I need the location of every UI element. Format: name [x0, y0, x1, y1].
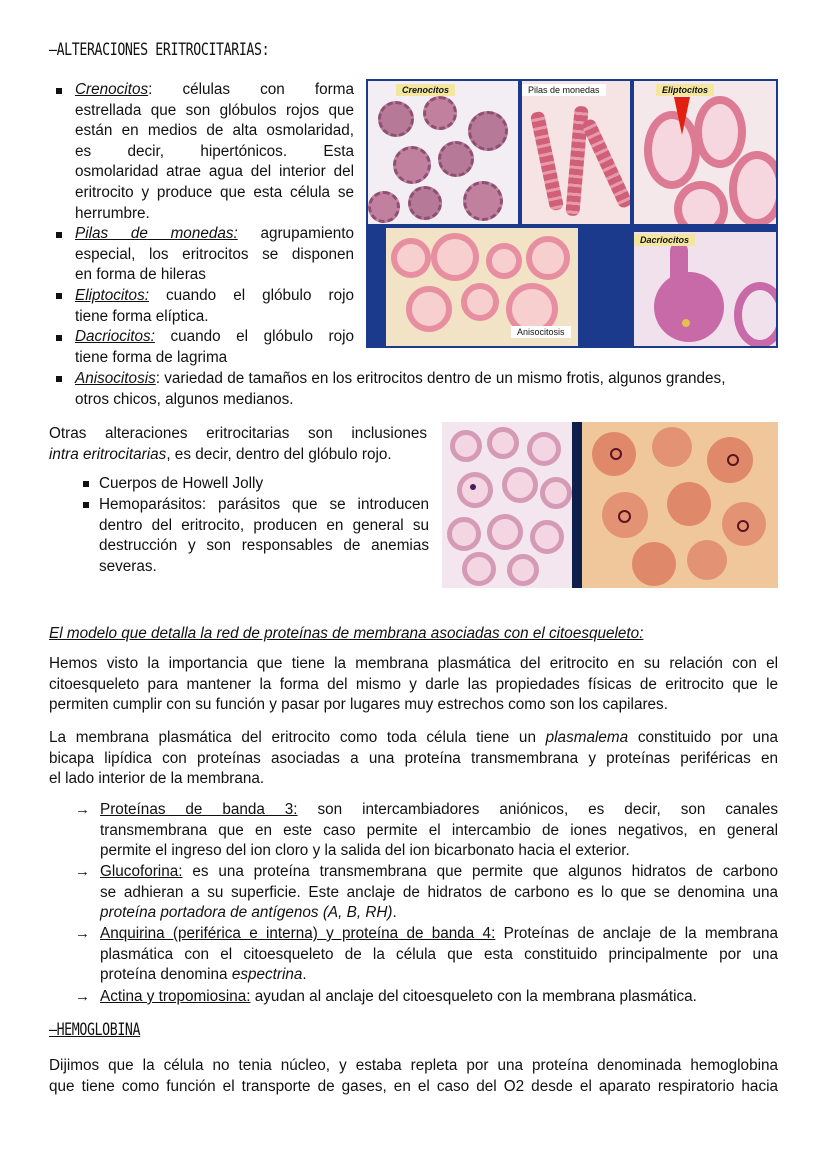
label-pilas: Pilas de monedas: [522, 84, 606, 96]
eliptocitos-item: Eliptocitos: cuando el glóbulo rojo tiene forma elíptica.: [75, 287, 354, 325]
arrow-actina: →: [75, 988, 90, 1005]
membrane-para-1: Hemos visto la importancia que tiene la membrana plasmática del eritrocito en su relación con el citoesqueleto para mantener la forma del mismo y darle las propiedades físicas de eritrocito que le permiten cumplir con su función y pasar por lugares muy estrechos como son los capilares.: [49, 655, 778, 714]
section-heading-alteraciones: –ALTERACIONES ERITROCITARIAS:: [49, 40, 270, 60]
dacriocitos-item: Dacriocitos: cuando el glóbulo rojo tiene forma de lagrima: [75, 328, 354, 366]
bullet-eliptocitos: [56, 293, 62, 299]
label-dacriocitos: Dacriocitos: [634, 234, 695, 246]
arrow-banda3: →: [75, 801, 90, 818]
panel-hemoparasitos: [582, 422, 778, 588]
membrane-model-title: El modelo que detalla la red de proteínas de membrana asociadas con el citoesqueleto:: [49, 625, 644, 642]
bullet-anisocitosis: [56, 376, 62, 382]
arrow-glucoforina: →: [75, 863, 90, 880]
pilas-item: Pilas de monedas: agrupamiento especial, los eritrocitos se disponen en forma de hileras: [75, 225, 354, 284]
membrane-para-2: La membrana plasmática del eritrocito como toda célula tiene un plasmalema constituido por una bicapa lipídica con proteínas asociadas a una proteína transmembrana y proteínas periféricas en el lado interior de la membrana.: [49, 729, 778, 788]
hemoparasitos-item: Hemoparásitos: parásitos que se introducen dentro del eritrocito, producen en general su destrucción y son responsables de anemias severas.: [99, 496, 429, 575]
section-heading-hemoglobina: –HEMOGLOBINA: [49, 1020, 141, 1040]
label-crenocitos: Crenocitos: [396, 84, 455, 96]
term-pilas: Pilas de monedas:: [75, 225, 238, 242]
crenocitos-item: Crenocitos: células con forma estrellada que son glóbulos rojos que están en medios de alta osmolaridad, es decir, hipertónicos. Esta osmolaridad atrae agua del interior del eritrocito y produce que esta célula se herrumbre.: [75, 81, 354, 222]
term-eliptocitos: Eliptocitos:: [75, 287, 149, 304]
panel-howell-jolly: [442, 422, 572, 588]
anisocitosis-item: Anisocitosis: variedad de tamaños en los eritrocitos dentro de un mismo frotis, algunos grandes, otros chicos, algunos medianos.: [75, 370, 726, 408]
glucoforina-item: Glucoforina: es una proteína transmembrana que permite que algunos hidratos de carbono se adhieran a su superficie. Este anclaje de hidratos de carbono es lo que se denomina una proteína portadora de antígenos (A, B, RH).: [100, 863, 778, 922]
figure-alteraciones-eritrocitarias: [366, 79, 778, 348]
anquirina-item: Anquirina (periférica e interna) y proteína de banda 4: Proteínas de anclaje de la membrana plasmática con el citoesqueleto de la célula que esta constituido principalmente por una proteína denomina espectrina.: [100, 925, 778, 984]
bullet-pilas: [56, 232, 62, 238]
bullet-crenocitos: [56, 88, 62, 94]
panel-eliptocitos: [634, 81, 776, 224]
howell-jolly-item: Cuerpos de Howell Jolly: [99, 475, 264, 492]
label-anisocitosis: Anisocitosis: [511, 326, 571, 338]
arrow-anquirina: →: [75, 925, 90, 942]
actina-item: Actina y tropomiosina: ayudan al anclaje del citoesqueleto con la membrana plasmática.: [100, 988, 697, 1005]
figure-inclusiones: [442, 422, 778, 588]
hemoglobina-para: Dijimos que la célula no tenia núcleo, y estaba repleta por una proteína denominada hemoglobina que tiene como función el transporte de gases, en el caso del O2 desde el aparato respiratorio hacia: [49, 1057, 778, 1095]
bullet-howell-jolly: [83, 481, 89, 487]
term-glucoforina: Glucoforina:: [100, 863, 183, 880]
term-actina: Actina y tropomiosina:: [100, 988, 251, 1005]
inclusiones-intro: Otras alteraciones eritrocitarias son inclusiones intra eritrocitarias, es decir, dentro del glóbulo rojo.: [49, 425, 427, 463]
panel-pilas: [522, 81, 630, 224]
term-dacriocitos: Dacriocitos:: [75, 328, 155, 345]
banda3-item: Proteínas de banda 3: son intercambiadores aniónicos, es decir, son canales transmembrana que en este caso permite el intercambio de iones negativos, en general permite el ingreso del ion cloro y la salida del ion bicarbonato hacia el exterior.: [100, 801, 778, 860]
label-eliptocitos: Eliptocitos: [656, 84, 714, 96]
panel-anisocitosis: [386, 228, 578, 346]
term-banda3: Proteínas de banda 3:: [100, 801, 298, 818]
panel-crenocitos: [368, 81, 518, 224]
panel-dacriocitos: [634, 232, 776, 346]
term-anisocitosis: Anisocitosis: [75, 370, 156, 387]
bullet-dacriocitos: [56, 335, 62, 341]
bullet-hemoparasitos: [83, 502, 89, 508]
term-anquirina: Anquirina (periférica e interna) y proteína de banda 4:: [100, 925, 496, 942]
term-crenocitos: Crenocitos: [75, 81, 149, 98]
